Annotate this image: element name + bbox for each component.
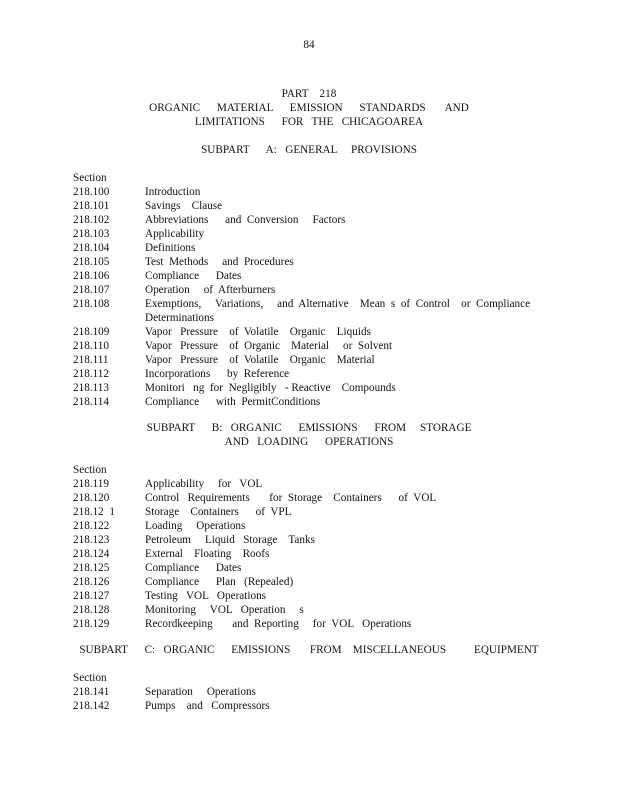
section-title: Separation Operations	[145, 686, 256, 698]
section-number: 218.124	[73, 548, 110, 560]
section-number: 218.109	[73, 326, 110, 338]
section-label: Section	[73, 672, 107, 684]
section-title: Monitoring VOL Operation s	[145, 604, 304, 616]
toc-row	[73, 491, 553, 505]
section-number: 218.108	[73, 298, 110, 310]
subpart-a-heading: SUBPART A: GENERAL PROVISIONS	[201, 144, 417, 156]
section-number: 218.113	[73, 382, 109, 394]
section-number: 218.111	[73, 354, 109, 366]
section-title: Testing VOL Operations	[145, 590, 267, 602]
section-number: 218.100	[73, 186, 110, 198]
toc-row	[73, 519, 553, 533]
toc-row	[73, 339, 553, 353]
section-number: 218.129	[73, 618, 110, 630]
section-title: Abbreviations and Conversion Factors	[145, 214, 346, 226]
section-number: 218.119	[73, 478, 109, 490]
section-title: Compliance with PermitConditions	[145, 396, 321, 408]
toc-row	[73, 395, 553, 409]
toc-row	[73, 255, 553, 269]
toc-row	[73, 353, 553, 367]
part-title-line-1: ORGANIC MATERIAL EMISSION STANDARDS AND	[149, 102, 469, 114]
section-number: 218.105	[73, 256, 110, 268]
section-title: Vapor Pressure of Volatile Organic Liquids	[145, 326, 371, 338]
section-number: 218.125	[73, 562, 110, 574]
toc-row	[73, 227, 553, 241]
section-number: 218.12 1	[73, 506, 115, 518]
section-number: 218.104	[73, 242, 110, 254]
section-number: 218.103	[73, 228, 110, 240]
section-title: Compliance Dates	[145, 270, 242, 282]
toc-row	[73, 685, 553, 699]
section-title: Definitions	[145, 242, 196, 254]
toc-row	[73, 477, 553, 491]
subpart-b-heading-line-1: SUBPART B: ORGANIC EMISSIONS FROM STORAGE	[146, 422, 472, 434]
section-title: Recordkeeping and Reporting for VOL Operations	[145, 618, 412, 630]
section-number: 218.102	[73, 214, 110, 226]
section-title: Applicability for VOL	[145, 478, 263, 490]
toc-row	[73, 381, 553, 395]
section-title: Monitori ng for Negligibly - Reactive Compounds	[145, 382, 396, 394]
section-number: 218.123	[73, 534, 110, 546]
toc-row	[73, 699, 553, 713]
section-title: Compliance Dates	[145, 562, 242, 574]
section-number: 218.142	[73, 700, 110, 712]
section-title: Vapor Pressure of Organic Material or Solvent	[145, 340, 393, 352]
part-number: PART 218	[281, 88, 337, 100]
section-title: External Floating Roofs	[145, 548, 270, 560]
section-title: Pumps and Compressors	[145, 700, 270, 712]
section-number: 218.141	[73, 686, 110, 698]
subpart-b-heading-line-2: AND LOADING OPERATIONS	[224, 436, 394, 448]
toc-row	[73, 367, 553, 381]
section-title: Loading Operations	[145, 520, 246, 532]
section-title: Applicability	[145, 228, 205, 240]
section-title: Introduction	[145, 186, 201, 198]
toc-row	[73, 269, 553, 283]
toc-row	[73, 199, 553, 213]
section-number: 218.126	[73, 576, 110, 588]
toc-row	[73, 283, 553, 297]
section-number: 218.127	[73, 590, 110, 602]
section-number: 218.112	[73, 368, 109, 380]
page-number: 84	[303, 39, 315, 51]
section-number: 218.106	[73, 270, 110, 282]
toc-row	[73, 589, 553, 603]
section-title: Operation of Afterburners	[145, 284, 276, 296]
section-label: Section	[73, 172, 107, 184]
toc-row	[73, 561, 553, 575]
section-title: Vapor Pressure of Volatile Organic Material	[145, 354, 375, 366]
toc-row	[73, 547, 553, 561]
section-number: 218.101	[73, 200, 110, 212]
toc-row	[73, 533, 553, 547]
section-number: 218.110	[73, 340, 109, 352]
subpart-c-heading: SUBPART C: ORGANIC EMISSIONS FROM MISCELLANEOUS EQUIPMENT	[79, 644, 539, 656]
section-title: Compliance Plan (Repealed)	[145, 576, 294, 588]
section-title: Test Methods and Procedures	[145, 256, 294, 268]
section-number: 218.120	[73, 492, 110, 504]
section-title: Petroleum Liquid Storage Tanks	[145, 534, 315, 546]
toc-row	[73, 241, 553, 255]
toc-row	[73, 505, 553, 519]
toc-row	[73, 617, 553, 631]
section-number: 218.122	[73, 520, 110, 532]
toc-row	[73, 575, 553, 589]
toc-row	[73, 185, 553, 199]
section-title: Exemptions, Variations, and Alternative Mean s of Control or Compliance	[145, 298, 531, 310]
section-title: Control Requirements for Storage Containers of VOL	[145, 492, 437, 504]
section-label: Section	[73, 464, 107, 476]
section-title: Storage Containers of VPL	[145, 506, 292, 518]
section-number: 218.114	[73, 396, 109, 408]
section-title: Incorporations by Reference	[145, 368, 290, 380]
section-number: 218.128	[73, 604, 110, 616]
toc-row	[73, 603, 553, 617]
toc-row	[73, 213, 553, 227]
part-title-line-2: LIMITATIONS FOR THE CHICAGOAREA	[194, 116, 424, 128]
toc-row	[73, 325, 553, 339]
toc-row	[73, 297, 553, 311]
section-number: 218.107	[73, 284, 110, 296]
section-title-continuation: Determinations	[145, 312, 214, 324]
section-title: Savings Clause	[145, 200, 223, 212]
